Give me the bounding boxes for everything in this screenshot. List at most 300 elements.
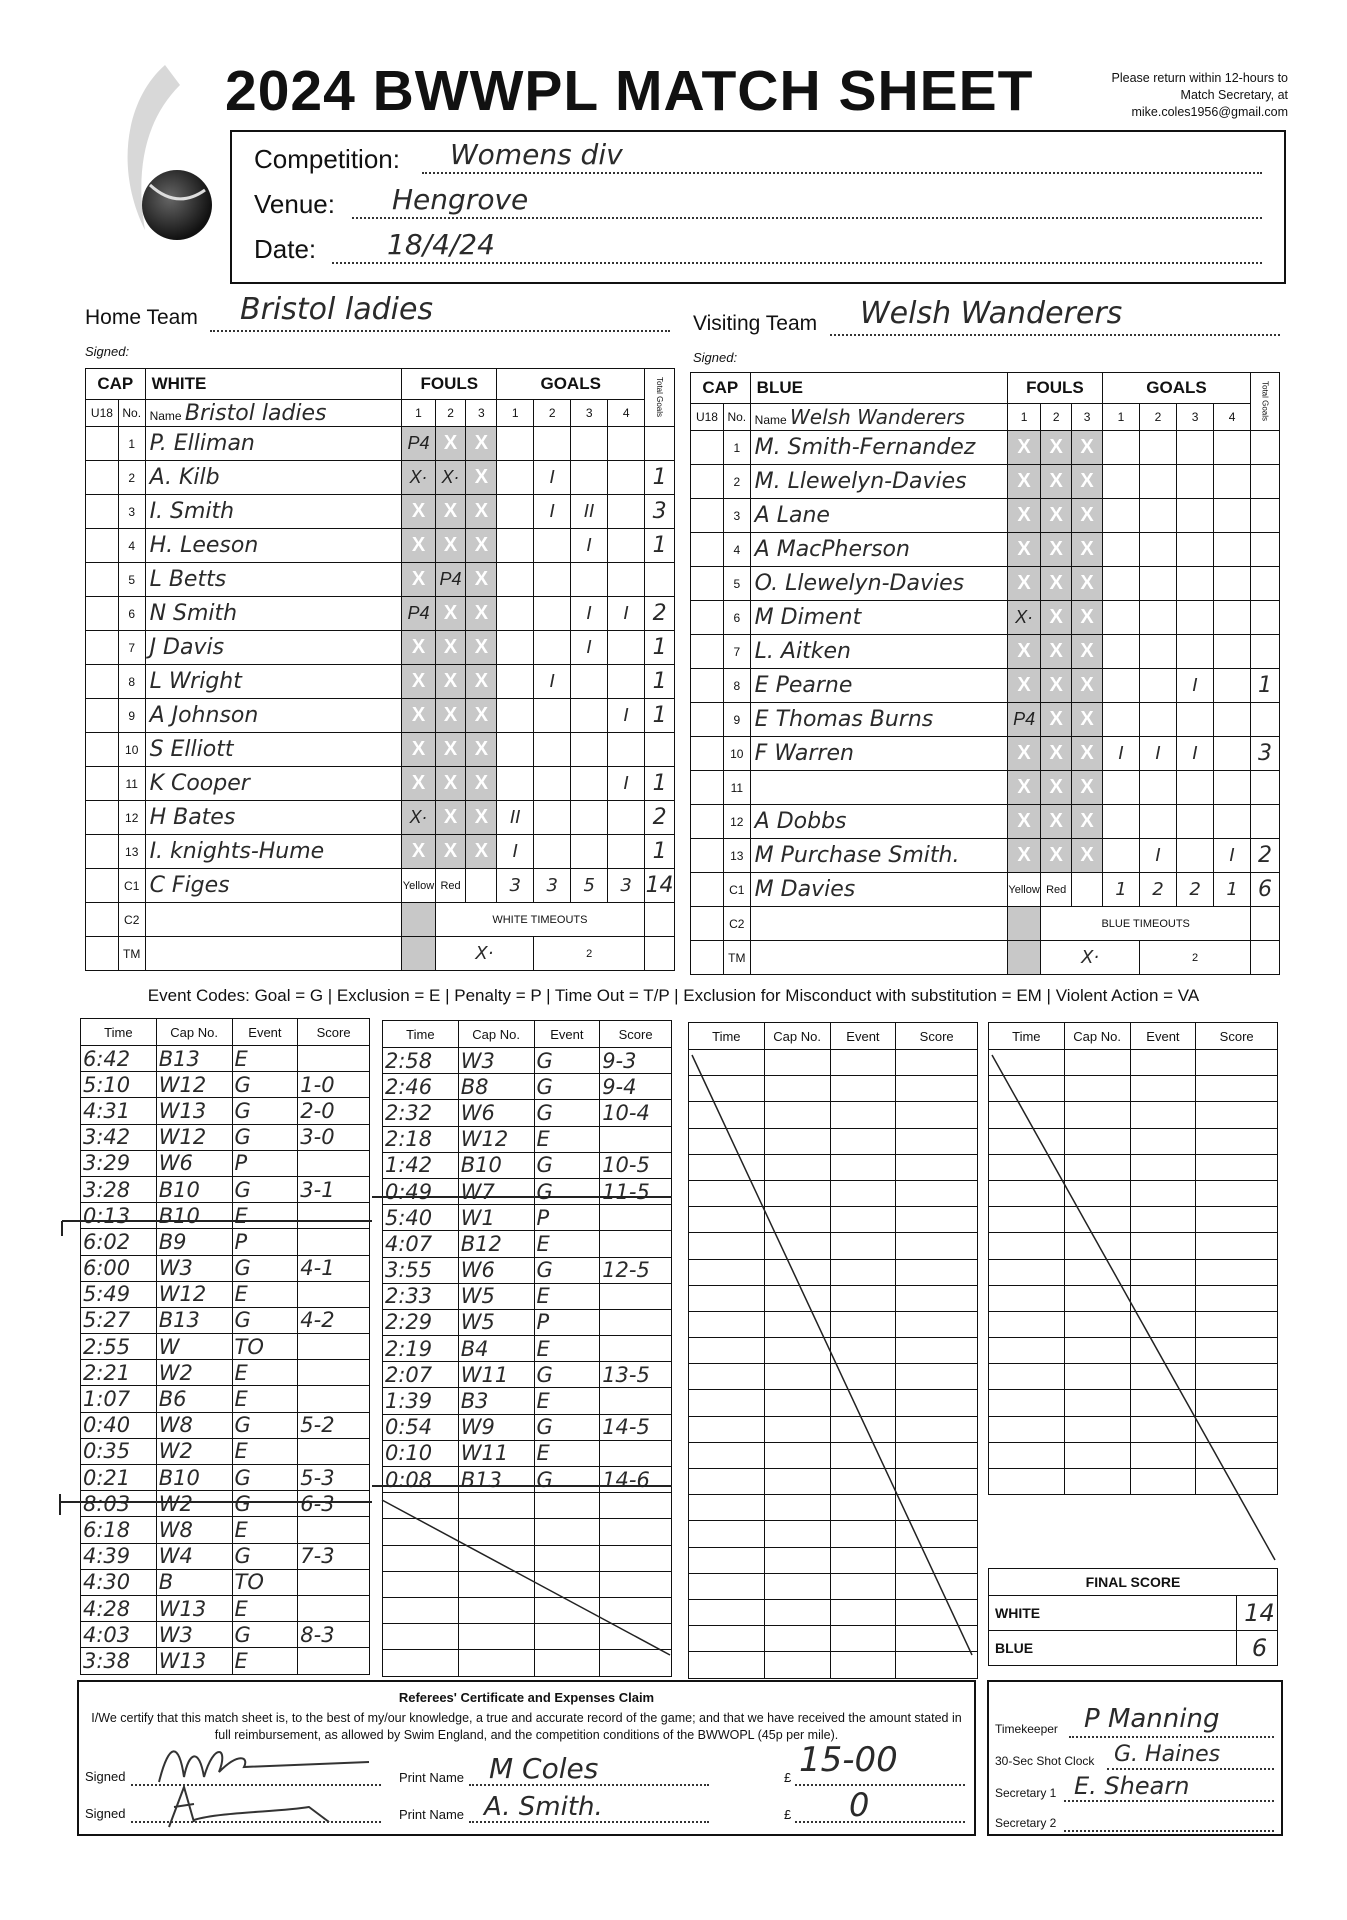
event-log-2-row: [383, 1440, 672, 1466]
event-log-2-score: [600, 1205, 672, 1231]
visiting-player-row: [691, 941, 1280, 975]
event-log-1-event: G: [232, 1307, 298, 1333]
home-goals-q4: [608, 665, 645, 699]
event-log-1-cap: B10: [156, 1203, 232, 1229]
home-player-row: [86, 631, 675, 665]
event-log-3-row: [689, 1180, 978, 1206]
visiting-total-goals: [1251, 499, 1280, 533]
visiting-foul-2: X: [1041, 601, 1072, 635]
home-player-name: H. Leeson: [145, 529, 402, 563]
visiting-foul-2: X: [1041, 499, 1072, 533]
home-cap-number: C2: [118, 903, 145, 937]
event-log-3-time: [689, 1233, 765, 1259]
visiting-total-goals: [1251, 431, 1280, 465]
shotclock-label: 30-Sec Shot Clock: [995, 1754, 1095, 1768]
visiting-goals-q2: [1140, 635, 1177, 669]
visiting-yellow-card-label: Yellow: [1007, 873, 1040, 907]
visiting-u18-label: U18: [691, 404, 724, 431]
event-log-2-cap: B12: [458, 1231, 534, 1257]
home-player-name: H Bates: [145, 801, 402, 835]
visiting-player-name: [750, 907, 1007, 941]
event-log-2-event: E: [534, 1440, 600, 1466]
visiting-total-goals: 1: [1251, 669, 1280, 703]
event-log-3-event: [830, 1102, 896, 1128]
event-log-2-time: 2:32: [383, 1100, 459, 1126]
final-blue-value: 6: [1237, 1631, 1278, 1666]
visiting-foul-3: X: [1072, 737, 1103, 771]
event-log-2-score: [600, 1388, 672, 1414]
home-player-name: I. Smith: [145, 495, 402, 529]
home-goals-q2: [534, 631, 571, 665]
visiting-u18-cell: [691, 839, 724, 873]
event-log-3-row: [689, 1076, 978, 1102]
home-u18-cell: [86, 869, 119, 903]
competition-value: Womens div: [450, 138, 623, 171]
home-total-goals: 1: [645, 699, 675, 733]
event-log-1-row: [81, 1438, 370, 1464]
home-player-name: [145, 903, 402, 937]
event-log-3-score: [896, 1154, 978, 1180]
event-log-3-cap: [764, 1495, 830, 1521]
home-foul-3: X: [466, 597, 497, 631]
visiting-goals-q1: [1102, 805, 1139, 839]
event-log-3-score: [896, 1076, 978, 1102]
event-log-2-time: [383, 1493, 459, 1519]
event-log-3-cap: [764, 1416, 830, 1442]
visiting-goals-q4: [1214, 703, 1251, 737]
home-foul-blank: [466, 869, 497, 903]
event-log-2-event: G: [534, 1178, 600, 1204]
event-log-1-time: 1:07: [81, 1386, 157, 1412]
event-log-1-score: [298, 1150, 370, 1176]
event-log-4-time: [989, 1128, 1065, 1154]
event-log-2-header-score: Score: [600, 1021, 672, 1048]
visiting-foul-3: X: [1072, 499, 1103, 533]
event-log-1-cap: W4: [156, 1543, 232, 1569]
event-log-4-cap: [1064, 1311, 1130, 1337]
event-log-1-cap: W13: [156, 1098, 232, 1124]
event-log-1-score: 5-2: [298, 1412, 370, 1438]
event-log-3-row: [689, 1233, 978, 1259]
event-log-2-cap: [458, 1545, 534, 1571]
home-player-name: L Betts: [145, 563, 402, 597]
visiting-player-name: A Lane: [750, 499, 1007, 533]
visiting-player-row: [691, 533, 1280, 567]
home-goals-q3: [571, 835, 608, 869]
event-log-3-cap: [764, 1521, 830, 1547]
visiting-foul-blank: [1072, 873, 1103, 907]
event-log-3-time: [689, 1285, 765, 1311]
event-log-4-header-score: Score: [1196, 1023, 1278, 1050]
visiting-foul-2: X: [1041, 533, 1072, 567]
event-log-3-event: [830, 1652, 896, 1678]
home-foul-2: X: [435, 835, 466, 869]
event-log-1-row: [81, 1648, 370, 1674]
event-log-1-score: 2-0: [298, 1098, 370, 1124]
event-log-1-event: TO: [232, 1334, 298, 1360]
event-log-2-score: [600, 1309, 672, 1335]
home-total-goals: 1: [645, 767, 675, 801]
event-log-4-time: [989, 1390, 1065, 1416]
home-foul-3: X: [466, 665, 497, 699]
event-log-2-cap: W3: [458, 1048, 534, 1074]
home-foul-1: X: [402, 835, 435, 869]
home-cap-number: 4: [118, 529, 145, 563]
event-log-2-time: [383, 1571, 459, 1597]
event-log-4-score: [1196, 1364, 1278, 1390]
home-goals-q1: [497, 733, 534, 767]
visiting-cap-number: 11: [723, 771, 750, 805]
event-log-4-score: [1196, 1154, 1278, 1180]
event-log-4-header-cap: Cap No.: [1064, 1023, 1130, 1050]
visiting-foul-1: X: [1007, 635, 1040, 669]
event-log-2-header-time: Time: [383, 1021, 459, 1048]
final-white-value: 14: [1237, 1596, 1278, 1631]
event-log-1-time: 4:30: [81, 1569, 157, 1595]
event-log-2-event: G: [534, 1100, 600, 1126]
event-log-4-row: [989, 1285, 1278, 1311]
home-goals-q1: [497, 563, 534, 597]
home-goals-q2: [534, 529, 571, 563]
event-log-3-score: [896, 1442, 978, 1468]
event-log-3-time: [689, 1180, 765, 1206]
event-log-3-time: [689, 1521, 765, 1547]
event-log-2-cap: B10: [458, 1152, 534, 1178]
home-goals-q4: [608, 835, 645, 869]
visiting-player-name: M Davies: [750, 873, 1007, 907]
event-log-2-event: P: [534, 1309, 600, 1335]
visiting-cap-number: C2: [723, 907, 750, 941]
ref2-amount: 0: [849, 1786, 870, 1824]
event-log-3-event: [830, 1547, 896, 1573]
event-log-3-row: [689, 1442, 978, 1468]
visiting-player-row: [691, 839, 1280, 873]
home-colour-header: WHITE: [145, 369, 402, 400]
event-log-3-time: [689, 1390, 765, 1416]
visiting-player-name: O. Llewelyn-Davies: [750, 567, 1007, 601]
home-cap-number: 3: [118, 495, 145, 529]
home-foul-3: X: [466, 801, 497, 835]
visiting-goals-q3: [1177, 533, 1214, 567]
home-total-goals: 1: [645, 461, 675, 495]
visiting-foul-1: P4: [1007, 703, 1040, 737]
home-foul-1: X: [402, 563, 435, 597]
event-log-2-cap: W7: [458, 1178, 534, 1204]
event-log-4-row: [989, 1338, 1278, 1364]
event-log-1-row: [81, 1098, 370, 1124]
event-log-2-cap: W6: [458, 1257, 534, 1283]
event-log-3-event: [830, 1495, 896, 1521]
event-log-4-cap: [1064, 1416, 1130, 1442]
home-cap-number: 12: [118, 801, 145, 835]
visiting-foul-1: X: [1007, 499, 1040, 533]
event-log-4-time: [989, 1233, 1065, 1259]
home-goals-q3: [571, 665, 608, 699]
home-goals-q4: 3: [608, 869, 645, 903]
ref2-signature: [159, 1782, 389, 1832]
home-total-goals: [645, 563, 675, 597]
home-foul-1: X: [402, 767, 435, 801]
visiting-total-goals: [1251, 465, 1280, 499]
visiting-goals-q2: [1140, 703, 1177, 737]
home-u18-cell: [86, 461, 119, 495]
event-log-4-score: [1196, 1180, 1278, 1206]
event-log-1-score: [298, 1046, 370, 1072]
event-log-3-event: [830, 1285, 896, 1311]
event-log-4-score: [1196, 1311, 1278, 1337]
event-log-2-score: [600, 1126, 672, 1152]
final-score-table: [988, 1568, 1278, 1666]
event-log-1-row: [81, 1386, 370, 1412]
event-log-1-cap: W6: [156, 1150, 232, 1176]
event-log-1-score: [298, 1229, 370, 1255]
home-no-label: No.: [118, 400, 145, 427]
visiting-player-name: M Diment: [750, 601, 1007, 635]
event-log-4-time: [989, 1102, 1065, 1128]
visiting-goals-q2: I: [1140, 737, 1177, 771]
visiting-goals-q3: [1177, 839, 1214, 873]
event-log-1-header-cap: Cap No.: [156, 1019, 232, 1046]
return-note: Please return within 12-hours to Match Secretary, at mike.coles1956@gmail.com: [1111, 71, 1288, 119]
home-player-row: [86, 835, 675, 869]
visiting-fouls-header: FOULS: [1007, 373, 1102, 404]
home-cap-number: 6: [118, 597, 145, 631]
home-foul-2: P4: [435, 563, 466, 597]
event-log-4-cap: [1064, 1259, 1130, 1285]
home-player-row: [86, 801, 675, 835]
home-u18-label: U18: [86, 400, 119, 427]
event-log-2-row: [383, 1597, 672, 1623]
home-player-name: S Elliott: [145, 733, 402, 767]
home-u18-cell: [86, 597, 119, 631]
event-log-table-3: [688, 1022, 978, 1679]
home-goals-q3: [571, 733, 608, 767]
event-log-2-time: [383, 1624, 459, 1650]
event-log-2-time: [383, 1650, 459, 1676]
visiting-foul-3: X: [1072, 533, 1103, 567]
event-log-3-cap: [764, 1364, 830, 1390]
event-log-2-cap: [458, 1571, 534, 1597]
event-log-3-time: [689, 1338, 765, 1364]
final-score-title: FINAL SCORE: [989, 1569, 1278, 1596]
event-log-1-row: [81, 1412, 370, 1438]
visiting-goals-q4: 1: [1214, 873, 1251, 907]
visiting-goals-q2: 2: [1140, 873, 1177, 907]
referees-certify-text: I/We certify that this match sheet is, to the best of my/our knowledge, a true and accurate record of the game; and that we have received the amount stated in full reimbursement, as allowed by Swim England, and the competition conditions of the BWWOPL (45p per mile).: [91, 1711, 962, 1742]
event-log-3-row: [689, 1390, 978, 1416]
home-u18-cell: [86, 801, 119, 835]
event-log-4-time: [989, 1469, 1065, 1495]
event-log-3-row: [689, 1259, 978, 1285]
event-log-2-score: [600, 1597, 672, 1623]
visiting-signed-label: Signed:: [693, 350, 738, 365]
event-log-2-cap: B3: [458, 1388, 534, 1414]
home-player-row: [86, 461, 675, 495]
referees-certificate-box: [77, 1680, 976, 1836]
visiting-total-goals: [1251, 567, 1280, 601]
event-log-4-event: [1130, 1311, 1196, 1337]
event-log-1-row: [81, 1281, 370, 1307]
event-log-3-header-cap: Cap No.: [764, 1023, 830, 1050]
visiting-u18-cell: [691, 499, 724, 533]
event-log-4-cap: [1064, 1233, 1130, 1259]
visiting-goals-q1: [1102, 703, 1139, 737]
event-log-3-time: [689, 1416, 765, 1442]
event-log-1-row: [81, 1334, 370, 1360]
event-log-1-cap: W2: [156, 1438, 232, 1464]
visiting-goals-q3: [1177, 635, 1214, 669]
event-log-1-event: G: [232, 1098, 298, 1124]
home-player-name: A. Kilb: [145, 461, 402, 495]
visiting-u18-cell: [691, 737, 724, 771]
event-log-1-score: 3-0: [298, 1124, 370, 1150]
event-log-2-score: 10-5: [600, 1152, 672, 1178]
event-log-3-row: [689, 1050, 978, 1076]
event-log-2-time: 0:49: [383, 1178, 459, 1204]
event-log-3-time: [689, 1573, 765, 1599]
home-total-goals: 2: [645, 597, 675, 631]
home-foul-3: X: [466, 835, 497, 869]
home-goals-q3: I: [571, 597, 608, 631]
event-log-2-score: [600, 1545, 672, 1571]
event-log-2-event: E: [534, 1126, 600, 1152]
event-log-4-cap: [1064, 1364, 1130, 1390]
event-log-4-time: [989, 1154, 1065, 1180]
visiting-goals-q4: [1214, 465, 1251, 499]
home-goals-q3: [571, 427, 608, 461]
event-log-4-time: [989, 1416, 1065, 1442]
event-log-2-cap: [458, 1597, 534, 1623]
home-goals-q3: [571, 767, 608, 801]
event-log-3-event: [830, 1311, 896, 1337]
event-log-1-row: [81, 1569, 370, 1595]
event-log-2-row: [383, 1624, 672, 1650]
page-title: 2024 BWWPL MATCH SHEET: [225, 59, 1034, 123]
event-log-4-score: [1196, 1285, 1278, 1311]
event-log-4-time: [989, 1285, 1065, 1311]
event-log-4-time: [989, 1442, 1065, 1468]
event-log-3-time: [689, 1102, 765, 1128]
home-total-goals: 2: [645, 801, 675, 835]
event-log-1-score: 4-2: [298, 1307, 370, 1333]
visiting-cap-number: 13: [723, 839, 750, 873]
visiting-goals-q3: [1177, 601, 1214, 635]
match-details-box: [230, 130, 1286, 284]
visiting-foul-1: X: [1007, 533, 1040, 567]
visiting-cap-number: 4: [723, 533, 750, 567]
event-log-4-row: [989, 1364, 1278, 1390]
visiting-u18-cell: [691, 533, 724, 567]
event-log-3-row: [689, 1495, 978, 1521]
home-player-row: [86, 733, 675, 767]
event-log-4-row: [989, 1154, 1278, 1180]
event-log-3-cap: [764, 1338, 830, 1364]
event-log-1-time: 0:21: [81, 1465, 157, 1491]
event-log-4-score: [1196, 1469, 1278, 1495]
visiting-player-row: [691, 431, 1280, 465]
event-log-1-event: TO: [232, 1569, 298, 1595]
home-total-goals: 1: [645, 529, 675, 563]
event-log-4-row: [989, 1259, 1278, 1285]
event-log-2-time: 0:10: [383, 1440, 459, 1466]
event-log-2-time: [383, 1545, 459, 1571]
event-log-3-score: [896, 1416, 978, 1442]
event-log-2-score: [600, 1571, 672, 1597]
home-u18-cell: [86, 631, 119, 665]
event-log-1-cap: W3: [156, 1622, 232, 1648]
event-log-3-row: [689, 1416, 978, 1442]
home-foul-2: X: [435, 733, 466, 767]
event-log-1-row: [81, 1517, 370, 1543]
event-log-2-event: G: [534, 1257, 600, 1283]
visiting-cap-number: 2: [723, 465, 750, 499]
event-log-3-event: [830, 1154, 896, 1180]
event-log-3-row: [689, 1154, 978, 1180]
event-log-2-event: [534, 1571, 600, 1597]
visiting-goals-q1: [1102, 431, 1139, 465]
visiting-cap-number: 7: [723, 635, 750, 669]
event-log-4-event: [1130, 1259, 1196, 1285]
event-log-4-row: [989, 1311, 1278, 1337]
event-log-2-time: 0:54: [383, 1414, 459, 1440]
event-log-4-event: [1130, 1180, 1196, 1206]
event-log-4-event: [1130, 1233, 1196, 1259]
home-total-header: Total Goals: [645, 369, 675, 427]
visiting-goals-q1: 1: [1102, 873, 1139, 907]
home-goals-q2: [534, 835, 571, 869]
event-log-3-cap: [764, 1128, 830, 1154]
event-log-3-time: [689, 1364, 765, 1390]
event-log-4-time: [989, 1338, 1065, 1364]
event-log-1-score: 5-3: [298, 1465, 370, 1491]
event-log-1-cap: W8: [156, 1517, 232, 1543]
home-player-row: [86, 529, 675, 563]
visiting-roster-table: CAP BLUE FOULS GOALS Total Goals U18 No. Name Welsh Wanderers 1 2 3 1 2 3 4 1 M. Smith-Fernandez X X X 2 M. Llewelyn-Davies X X X 3 A Lane X X X 4 A MacPherson X X X 5 O. Llewelyn-Davies X X X 6 M Diment X· X X 7 L. Aitken X X X 8 E Pearne X X X I 1 9 E Thomas Burns P4 X X 10 F Warren X X X I I I 3 11 X X X 12 A Dobbs X X X 13 M Purchase Smith. X X X I I 2 C1 M Davies Yellow Red 1 2 2 1 6 C2 BLUE TIMEOUTS TM X· 2: [690, 372, 1280, 975]
event-log-4-score: [1196, 1259, 1278, 1285]
event-log-2-time: 4:07: [383, 1231, 459, 1257]
event-log-2-time: 0:08: [383, 1467, 459, 1493]
visiting-name-value: Welsh Wanderers: [790, 405, 965, 429]
event-log-1-score: [298, 1334, 370, 1360]
event-log-3-cap: [764, 1180, 830, 1206]
visiting-player-row: [691, 737, 1280, 771]
event-log-4-score: [1196, 1102, 1278, 1128]
event-log-4-row: [989, 1469, 1278, 1495]
final-white-label: WHITE: [989, 1596, 1237, 1631]
event-log-1-event: G: [232, 1543, 298, 1569]
home-foul-2: X: [435, 699, 466, 733]
event-log-2-event: [534, 1493, 600, 1519]
event-log-3-score: [896, 1469, 978, 1495]
visiting-foul-3: X: [1072, 805, 1103, 839]
home-foul-3: X: [466, 631, 497, 665]
event-log-2-score: [600, 1231, 672, 1257]
home-goals-q1: [497, 461, 534, 495]
event-log-4-event: [1130, 1207, 1196, 1233]
home-goals-q3: [571, 461, 608, 495]
event-log-4-event: [1130, 1076, 1196, 1102]
event-log-3-header-score: Score: [896, 1023, 978, 1050]
visiting-goals-q2: [1140, 533, 1177, 567]
event-log-4-cap: [1064, 1050, 1130, 1076]
event-log-3-event: [830, 1338, 896, 1364]
event-log-1-row: [81, 1229, 370, 1255]
visiting-player-name: L. Aitken: [750, 635, 1007, 669]
visiting-goals-q1: [1102, 635, 1139, 669]
event-log-3-row: [689, 1521, 978, 1547]
home-foul-2: X: [435, 529, 466, 563]
event-log-2-event: E: [534, 1336, 600, 1362]
